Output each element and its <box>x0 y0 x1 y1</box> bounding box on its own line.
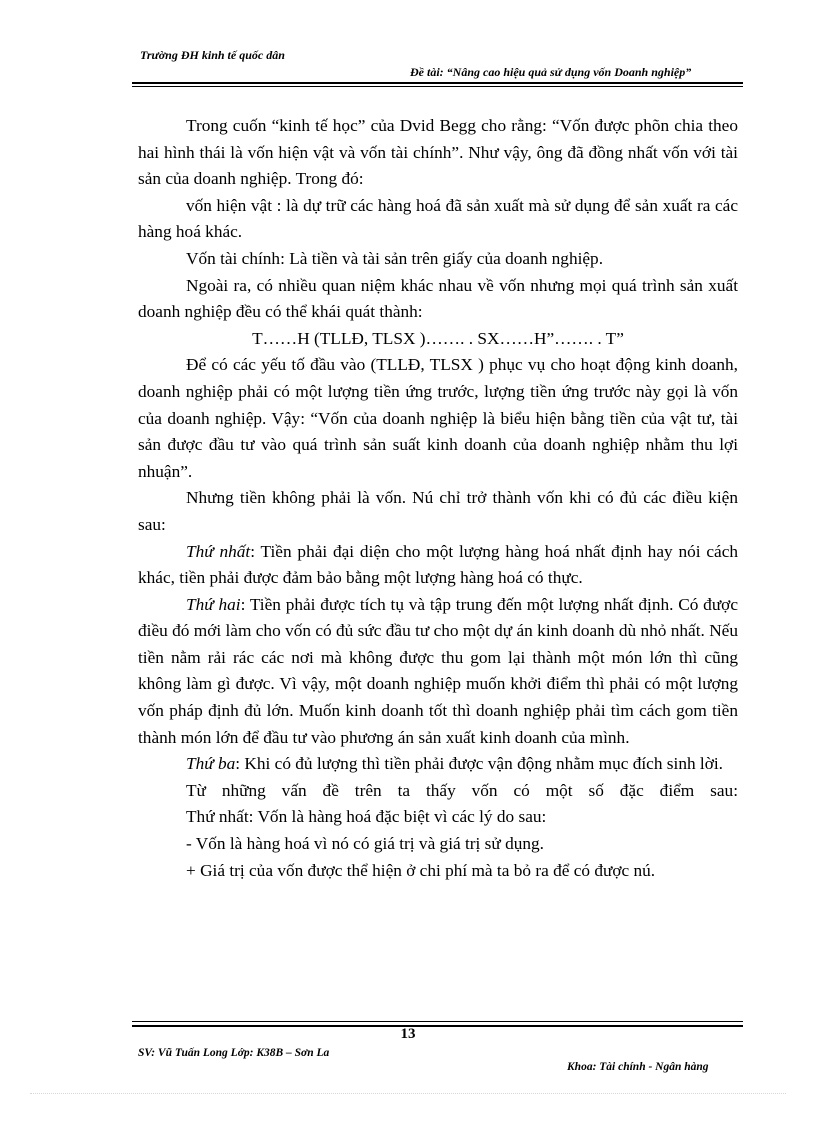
paragraph-3: Vốn tài chính: Là tiền và tài sản trên giấy của doanh nghiệp. <box>186 248 604 268</box>
paragraph-5: Để có các yếu tố đầu vào (TLLĐ, TLSX ) phục vụ cho hoạt động kinh doanh, doanh nghiệp phải có một lượng tiền ứng trước, lượng tiền ứng trước này gọi là vốn của doanh nghiệp. Vậy: “Vốn của doanh nghiệp là biểu hiện bằng tiền của vật tư, tài sản được đầu tư vào quá trình sản suất kinh doanh của doanh nghiệp nhằm thu lợi nhuận”. <box>138 355 738 481</box>
paragraph-13: + Giá trị của vốn được thể hiện ở chi phí mà ta bỏ ra để có được nú. <box>186 860 656 880</box>
paragraph-8-text: : Tiền phải được tích tụ và tập trung đến một lượng nhất định. Có được điều đó mới làm cho vốn có đủ sức đầu tư cho một dự án kinh doanh dù nhỏ nhất. Nếu tiền nằm rải rác các nơi mà không được thu gom lại thành một món lớn thì cũng không làm gì được. Vì vậy, một doanh nghiệp muốn khởi điểm thì phải có một lượng vốn pháp định đủ lớn. Muốn kinh doanh tốt thì doanh nghiệp phải tìm cách gom tiền thành món lớn để đầu tư vào phương án sản xuất kinh doanh của mình. <box>138 594 738 747</box>
paragraph-7-text: : Tiền phải đại diện cho một lượng hàng hoá nhất định hay nói cách khác, tiền phải được đảm bảo bằng một lượng hàng hoá có thực. <box>138 541 738 588</box>
formula-line: T……H (TLLĐ, TLSX )……. . SX……H”……. . T” <box>252 328 624 348</box>
paragraph-8 <box>138 592 738 752</box>
label-thu-hai: Thứ hai <box>186 594 241 614</box>
paragraph-6: Nhưng tiền không phải là vốn. Nú chỉ trở thành vốn khi có đủ các điều kiện sau: <box>138 488 738 534</box>
body-text <box>138 113 738 884</box>
header-rule-thick <box>132 82 743 84</box>
label-thu-nhat: Thứ nhất <box>186 541 251 561</box>
footer-student: SV: Vũ Tuấn Long Lớp: K38B – Sơn La <box>138 1047 330 1059</box>
header-school: Trường ĐH kinh tế quốc dân <box>140 48 285 62</box>
paragraph-9-text: : Khi có đủ lượng thì tiền phải được vận động nhằm mục đích sinh lời. <box>235 754 723 774</box>
page-number: 13 <box>400 1026 416 1042</box>
paragraph-1: Trong cuốn “kinh tế học” của Dvid Begg cho rằng: “Vốn được phõn chia theo hai hình thái là vốn hiện vật và vốn tài chính”. Như vậy, ông đã đồng nhất vốn với tài sản của doanh nghiệp. Trong đó: <box>138 116 738 189</box>
header-rule-thin <box>132 86 743 87</box>
footer-rule-thin <box>132 1021 743 1022</box>
paragraph-4: Ngoài ra, có nhiều quan niệm khác nhau về vốn nhưng mọi quá trình sản xuất doanh nghiệp đều có thể khái quát thành: <box>138 275 738 322</box>
paragraph-10: Từ những vấn đề trên ta thấy vốn có một số đặc điểm sau: <box>186 780 738 800</box>
paragraph-9 <box>138 751 738 778</box>
page-edge-dots <box>30 1093 786 1094</box>
paragraph-7 <box>138 539 738 592</box>
paragraph-2: vốn hiện vật : là dự trữ các hàng hoá đã sản xuất mà sử dụng để sản xuất ra các hàng hoá khác. <box>138 195 738 242</box>
label-thu-ba: Thứ ba <box>186 754 236 774</box>
paragraph-11: Thứ nhất: Vốn là hàng hoá đặc biệt vì các lý do sau: <box>186 807 547 827</box>
footer-faculty: Khoa: Tài chính - Ngân hàng <box>567 1061 709 1073</box>
paragraph-12: - Vốn là hàng hoá vì nó có giá trị và giá trị sử dụng. <box>186 834 544 854</box>
header-thesis-title: Đề tài: “Nâng cao hiệu quả sử dụng vốn Doanh nghiệp” <box>410 65 692 79</box>
